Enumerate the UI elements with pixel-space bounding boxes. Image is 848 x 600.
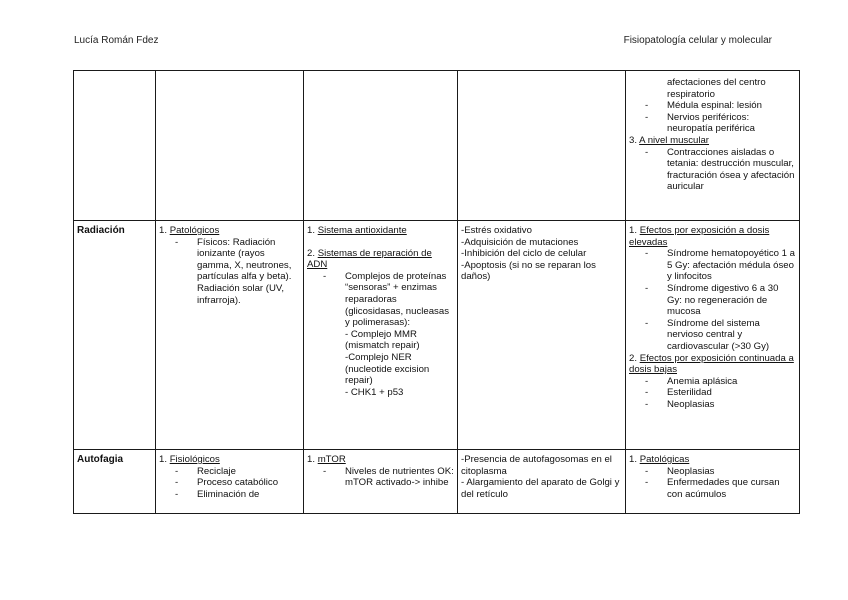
- list-item: - Síndrome digestivo 6 a 30 Gy: no regeneración de mucosa: [645, 283, 796, 318]
- section-heading: 1. mTOR: [307, 454, 346, 465]
- section-heading: 3. A nivel muscular: [629, 134, 710, 146]
- list-item: - Complejos de proteínas “sensoras” + enzimas reparadoras (glicosidasas, nucleasas y polimerasas):: [323, 271, 454, 329]
- row-name-cell: [74, 71, 156, 221]
- list-item: - Enfermedades que cursan con acúmulos: [645, 477, 796, 500]
- text-line: -Apoptosis (si no se reparan los daños): [461, 259, 596, 283]
- text-line: -Adquisición de mutaciones: [461, 236, 579, 248]
- section-heading: 1. Patológicas: [629, 454, 690, 465]
- section-heading: 1. Patológicos: [159, 225, 220, 236]
- list-item: - Síndrome hematopoyético 1 a 5 Gy: afectación médula óseo y linfocitos: [645, 248, 796, 283]
- section-heading: 2. Sistemas de reparación de ADN: [307, 247, 432, 271]
- list-item: - Contracciones aisladas o tetania: destrucción muscular, fracturación ósea y afectación auricular: [645, 147, 796, 193]
- list-item: - Síndrome del sistema nervioso central y cardiovascular (>30 Gy): [645, 318, 796, 353]
- list-item: - Neoplasias: [645, 399, 796, 411]
- mechanisms-cell: [304, 450, 458, 514]
- pathologic-list: [629, 466, 796, 501]
- row-name-autophagy: Autofagia: [74, 450, 156, 514]
- repair-subitem: - CHK1 + p53: [345, 386, 404, 398]
- pathology-table: [73, 70, 800, 514]
- causes-list: [159, 237, 300, 307]
- mechanisms-cell: [304, 221, 458, 450]
- morphology-cell: [458, 450, 626, 514]
- low-dose-list: [629, 376, 796, 411]
- list-item: - Reciclaje: [175, 466, 300, 478]
- text-line: -Estrés oxidativo: [461, 225, 532, 236]
- header-author: Lucía Román Fdez: [74, 35, 159, 46]
- repair-subitem: -Complejo NER (nucleotide excision repair): [345, 351, 430, 387]
- effects-cell: [626, 221, 800, 450]
- section-heading: 1. Efectos por exposición a dosis elevadas: [629, 225, 770, 248]
- list-item: - Físicos: Radiación ionizante (rayos gamma, X, neutrones, partículas alfa y beta). Radiación solar (UV, infrarroja).: [175, 237, 300, 307]
- continued-line: afectaciones del centro: [667, 77, 766, 88]
- muscular-list: [629, 147, 796, 193]
- repair-subitem: - Complejo MMR (mismatch repair): [345, 328, 420, 352]
- list-item: - Neoplasias: [645, 466, 796, 478]
- text-line: - Alargamiento del aparato de Golgi y del retículo: [461, 477, 620, 500]
- list-item: - Anemia aplásica: [645, 376, 796, 388]
- section-heading: 1. Fisiológicos: [159, 454, 220, 465]
- list-item: - Eliminación de: [175, 489, 300, 501]
- morphology-cell: [458, 221, 626, 450]
- mtor-list: [307, 466, 454, 489]
- list-item: - Médula espinal: lesión: [645, 100, 796, 112]
- list-item: - Proceso catabólico: [175, 477, 300, 489]
- causes-list: [159, 466, 300, 501]
- list-item: - Esterilidad: [645, 387, 796, 399]
- section-heading: 1. Sistema antioxidante: [307, 225, 407, 236]
- effects-list: [629, 100, 796, 135]
- list-item: - Nervios periféricos: neuropatía periférica: [645, 112, 796, 135]
- effects-cell: [626, 71, 800, 221]
- row-name-radiation: Radiación: [74, 221, 156, 450]
- repair-list: [307, 271, 454, 329]
- section-heading: 2. Efectos por exposición continuada a dosis bajas: [629, 352, 794, 376]
- header-subject: Fisiopatología celular y molecular: [623, 35, 772, 46]
- table-row: [74, 221, 800, 450]
- continued-line: respiratorio: [667, 88, 715, 100]
- table-row: [74, 71, 800, 221]
- causes-cell: [156, 450, 304, 514]
- high-dose-list: [629, 248, 796, 352]
- causes-cell: [156, 221, 304, 450]
- effects-cell: [626, 450, 800, 514]
- text-line: -Inhibición del ciclo de celular: [461, 248, 587, 260]
- list-item: - Niveles de nutrientes OK: mTOR activado-> inhibe: [323, 466, 454, 489]
- text-line: -Presencia de autofagosomas en el citoplasma: [461, 454, 612, 477]
- table-row: [74, 450, 800, 514]
